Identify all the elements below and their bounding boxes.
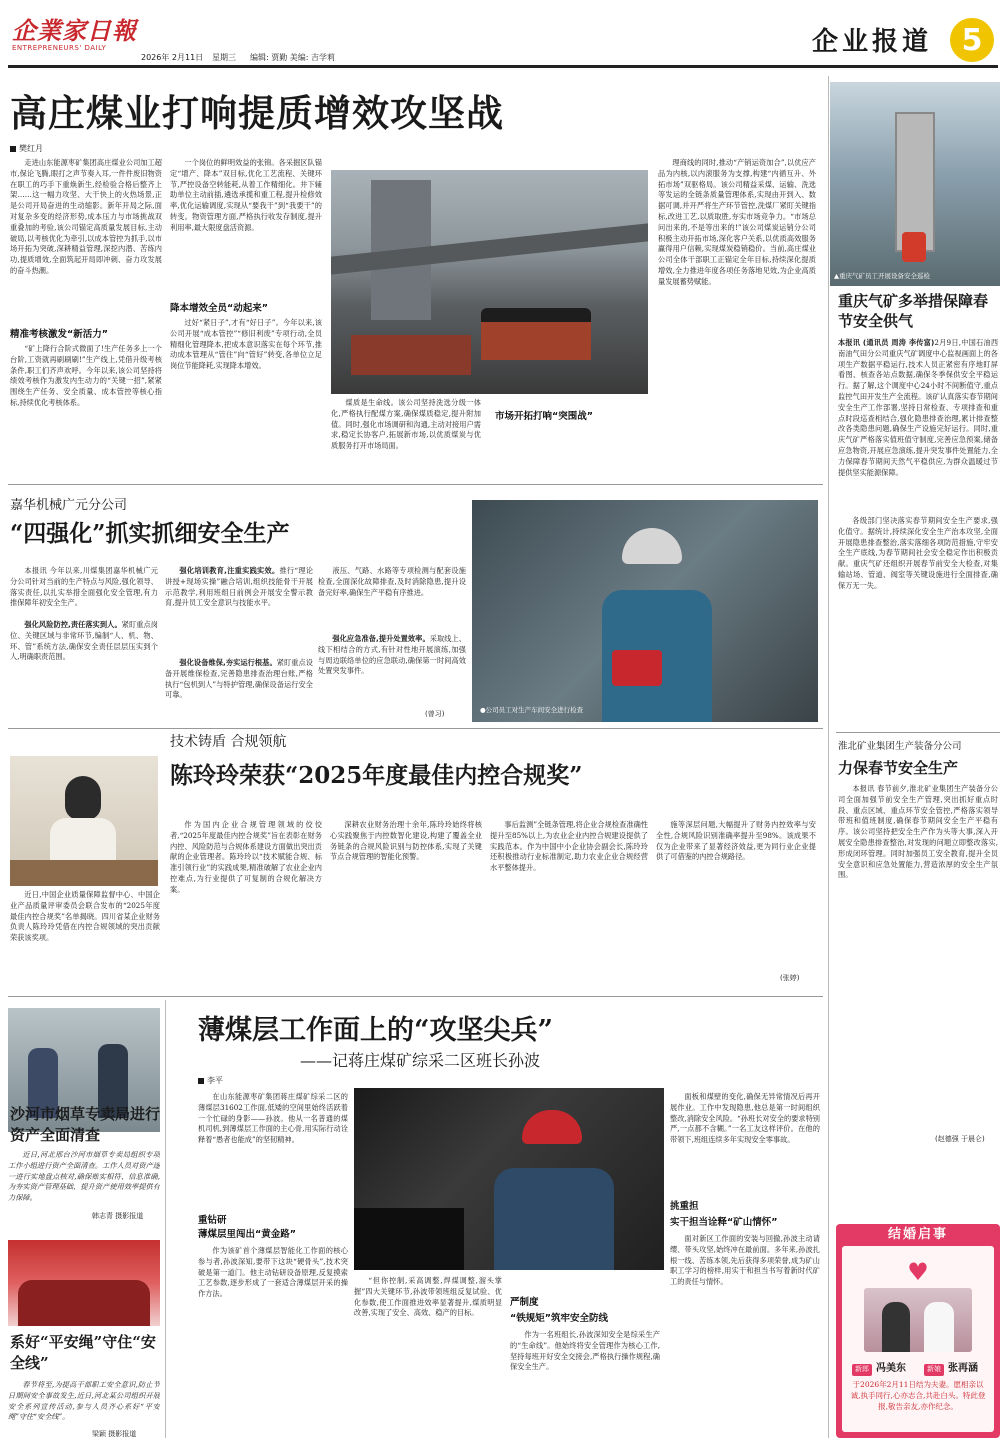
sidebar-top-headline: 重庆气矿多举措保障春节安全供气 xyxy=(838,292,989,330)
tower-shape xyxy=(895,112,935,252)
story2-column-2b: 强化设备维保,夯实运行根基。紧盯重点设备开展维保检查,完善隐患排查治理台账,严格执行“包机到人”与特护管理,确保设备运行安全可靠。 xyxy=(165,658,313,700)
sidebar-shahe-text: 近日,河北邢台沙河市烟草专卖局组织专项工作小组进行资产全面清查。工作人员对资产逐一进行实地盘点核对,确保账实相符、信息准确,为夯实资产管理基础、提升资产使用效率提供有力保障。 xyxy=(8,1150,160,1203)
sidebar-safety-text: 春节将至,为提高干部职工安全意识,防止节日期间安全事故发生,近日,河北某公司组织开展安全系列宣传活动,参与人员齐心系好“平安绳”守住“安全线”。 xyxy=(8,1380,160,1422)
sidebar-shahe-author: 韩志青 摄影报道 xyxy=(92,1212,144,1220)
story1-column-1b: “矿上降行合阶式微面了!生产任务多上一个台阶,工资就再刷刷刷!”生产线上,凭借升级考核条件,职工们齐声欢呼。今年以来,该公司坚持将绩效考核作为激发内生动力的“关键一招”,紧紧围绕生产任务、安全质量、成本管控等核心指标,持续优化考核体系。 xyxy=(10,344,162,407)
sidebar-huaibei-author: (赵德强 于晨仑) xyxy=(935,1135,985,1143)
helmet-shape xyxy=(622,528,682,564)
story3-photo-caption: 近日,中国企业质量保障监督中心、中国企业产品质量评审委员会联合发布的“2025年度最佳内控合规奖”名单揭晓。四川省某企业财务负责人陈玲玲凭借在内控合规领域的突出贡献荣获该奖项。 xyxy=(10,890,160,943)
group-figures xyxy=(18,1280,150,1326)
safety-rope-photo xyxy=(8,1240,160,1326)
worker-inspection-photo xyxy=(472,500,818,722)
sidebar-top-text: 本报讯 (通讯员 周涛 李传富)2月9日,中国石油西南油气田分公司重庆气矿调度中心监视画面上的各项生产数据平稳运行,技术人员正紧密有序地盯屏看图、核查各站点数据,确保冬季保供安全平稳运行。据了解,这个调度中心24小时不间断值守,重点监控气田开发生产全流程。该矿认真落实春节期间安全生产工作部署,坚持日常检查、专项排查和重点时段巡查相结合,强化隐患排查治理,累计排查整改各类隐患问题,确保生产设施完好运行。同时,重庆气矿严格落实值班值守制度,完善应急预案,储备应急物资,开展应急演练,提升突发事件处置能力,全力保障春节期间天然气平稳供应,为群众温暖过节提供坚实能源保障。 xyxy=(838,338,998,477)
story1-subhead-1: 精准考核激发“新活力” xyxy=(10,329,108,340)
story4-column-3b: 面对新区工作面的安装与回撤,孙波主动请缨、带头攻坚,始终冲在最前面。多年来,孙波扎根一线、苦练本领,先后获得多项荣誉,成为矿山职工学习的榜样,用实干和担当书写着新时代矿工的责任与情怀。 xyxy=(670,1234,820,1287)
story2-kicker: 嘉华机械广元分公司 xyxy=(10,498,128,513)
story2-column-3: 液压、气路、水路等专项检测与配套设施检查,全面深化故障排查,及时消除隐患,提升设备完好率,确保生产平稳有序推进。 xyxy=(318,566,466,597)
section-title: 企业报道 xyxy=(812,27,933,57)
sidebar-shahe-headline: 沙河市烟草专卖局进行资产全面清查 xyxy=(10,1105,161,1144)
story4-subhead-3b: 实干担当诠释“矿山情怀” xyxy=(670,1217,778,1228)
masthead xyxy=(0,0,1006,70)
couple-photo xyxy=(864,1288,972,1352)
story4-column-1: 在山东能源枣矿集团蒋庄煤矿综采二区的薄煤层31602工作面,低矮的空间里始终活跃着一个忙碌的身影——孙波。他从一名普通的煤机司机,到薄煤层工作面的主心骨,用实际行动诠释着“愚者也能成”的坚韧精神。 xyxy=(198,1092,348,1145)
byline-square-icon xyxy=(10,146,16,152)
issue-date: 2026年 2月11日 xyxy=(141,53,204,62)
groom-figure xyxy=(882,1302,910,1352)
sidebar-huaibei-text: 本报讯 春节前夕,淮北矿业集团生产装备分公司全面加强节前安全生产管理,突出抓好重点时段、重点区域、重点环节安全管控,严格落实领导带班和值班制度,确保春节期间安全生产平稳有序。该公司坚持把安全生产作为头等大事,深入开展安全隐患排查整治,对发现的问题立即整改落实,形成闭环管理。同时加强员工安全教育,提升全员安全意识和应急处置能力,营造浓厚的安全生产氛围。 xyxy=(838,784,998,880)
story1-subhead-2: 降本增效全员“动起来” xyxy=(170,303,268,314)
story4-subhead-1b: 薄煤层里闯出“黄金路” xyxy=(198,1229,296,1240)
bride-figure xyxy=(924,1302,954,1352)
divider-story3 xyxy=(8,996,823,997)
sidebar-safety-author: 梁颖 摄影报道 xyxy=(92,1430,137,1438)
story4-subhead-2b: “铁规矩”筑牢安全防线 xyxy=(510,1313,608,1324)
story2-headline: “四强化”抓实抓细安全生产 xyxy=(10,520,290,547)
story4-headline: 薄煤层工作面上的“攻坚尖兵” xyxy=(198,1015,554,1046)
wedding-text: 于2026年2月11日结为夫妻。愿相亲以诚,执手同行,心亦志合,共赴白头。特此登报,敬告亲友,亦作纪念。 xyxy=(850,1380,986,1411)
groom-label: 新郎 xyxy=(852,1364,872,1376)
sidebar-huaibei-headline: 力保春节安全生产 xyxy=(838,759,959,777)
story3-column-1: 作为国内企业合规管理领域的佼佼者,“2025年度最佳内控合规奖”旨在表彰在财务内控、风险防范与合规体系建设方面做出突出贡献的企业管理者。陈玲玲以“技术赋能合规、标准引领行业”的实践成果,精准破解了农业企业内控难点,为行业提供了可复制的合规化解决方案。 xyxy=(170,820,322,894)
bride-label: 新娘 xyxy=(924,1364,944,1376)
divider-sidebar xyxy=(836,732,1000,733)
column-rule-left xyxy=(165,1000,166,1438)
story1-headline: 高庄煤业打响提质增效攻坚战 xyxy=(10,91,504,135)
divider-story1 xyxy=(8,484,823,485)
story1-column-4: 理商线的同时,推动“产销运资加合”,以优应产品为内核,以内滚服务为支撑,构建“内循互升、外拓市场”双驱格局。该公司精益采煤、运输、洗选等发运的全链条质量管理体系,实现由开到入、数据可调,并开严将生产环节管控,洗煤厂紧盯关键指标,改进工艺,以质取胜,夯实市场竞争力。“市场总问出来的,不是等出来的!”该公司煤炭运销分公司积极主动开拓市场,深化客户关系,以优质高效服务赢得用户信赖,实现煤炭稳销稳价。当前,高庄煤业公司全体干部职工正锚定全年目标,持续深化提质增效,全力推进年度各项任务落地见效,为企业高质量发展蓄势赋能。 xyxy=(658,158,816,286)
story2-column-3b: 强化应急准备,提升处置效率。采取线上、线下相结合的方式,有针对性地开展演练,加强与周边联络单位的应急联动,确保第一时间高效处置突发事件。 xyxy=(318,634,466,676)
story4-subhead-3: 挑重担 xyxy=(670,1201,699,1212)
newspaper-logo-en: ENTREPRENEURS' DAILY xyxy=(12,44,107,52)
story3-headline: 陈玲玲荣获“2025年度最佳内控合规奖” xyxy=(170,762,583,789)
masthead-rule xyxy=(8,65,998,68)
sidebar-safety-headline: 系好“平安绳”守住“安全线” xyxy=(10,1333,156,1372)
coal-car-1 xyxy=(481,320,591,360)
story1-column-2b: 过好“紧日子”,才有“好日子”。今年以来,该公司开展“成本管控”“修旧利废”专项行动,全员精细化管理降本,把成本意识落实在每个环节,推动成本管理从“管住”向“管好”转变,各单位立足岗位节能降耗,实现降本增效。 xyxy=(170,318,322,371)
bride-name: 张再涵 xyxy=(948,1363,978,1374)
story4-subhead-2: 严制度 xyxy=(510,1297,539,1308)
miner-body xyxy=(494,1168,614,1270)
story1-byline: 樊红月 xyxy=(10,143,43,154)
coal-car-2 xyxy=(351,335,471,375)
coal-load xyxy=(481,308,591,322)
worker-photo-caption: ●公司员工对生产车间安全进行检查 xyxy=(480,706,584,714)
story3-author: (张婷) xyxy=(780,974,800,982)
story3-column-3: 事后监测”全链条管理,将企业合规检查准确性提升至85%以上,为农业企业内控合规建设提供了实践范本。作为中国中小企业协会副会长,陈玲玲还积极推动行业标准制定,助力农业企业合规经营水平整体提升。 xyxy=(490,820,648,873)
story1-column-1: 走进山东能源枣矿集团高庄煤业公司加工超市,保论飞腾,眼打之声节奏入耳,一件件废旧物资在职工的巧手下重焕新生,经检验合格后整齐上架……这一幅力攻坚、大干快上的火热场景,正是公司开局奋进的生动缩影。新年开局之际,面对复杂多变的经济形势,成本压力与市场挑战双重叠加的考验,该公司锚定高质量发展目标,主动破局,以考核优化为牵引,以成本管控为抓手,以市场开拓为突破,深耕精益管理,深挖内潜、苦练内功,提质增效,全面筑起开局即冲刺、奋力攻发展的奋斗热潮。 xyxy=(10,158,162,275)
story2-author: (曾习) xyxy=(425,710,445,718)
story3-column-4: 施等深层问题,大幅提升了财务内控效率与安全性,合规风险识别准确率提升至98%。该成果不仅为企业带来了显著经济效益,更为同行业企业提供了可借鉴的内控合规路径。 xyxy=(656,820,816,862)
issue-editors: 编辑: 贾勤 美编: 吉学莉 xyxy=(250,53,336,62)
gas-plant-photo xyxy=(830,82,1000,286)
story4-column-2: “但你控制,采高调整,焊煤调整,溜头掌握”四大关键环节,孙波带领班组反复试验、优化参数,使工作面推进效率显著提升,煤质明显改善,实现了安全、高效、稳产的目标。 xyxy=(354,1276,502,1318)
story4-subhead: ——记蒋庄煤矿综采二区班长孙波 xyxy=(300,1051,541,1070)
groom-name: 冯美东 xyxy=(876,1363,906,1374)
miner-photo xyxy=(354,1088,664,1270)
newspaper-logo: 企業家日報 xyxy=(12,16,137,45)
divider-story2 xyxy=(8,728,823,729)
story2-column-2: 强化培训教育,注重实践实效。推行“理论讲授+现场实操”融合培训,组织技能骨干开展示范教学,利用班组日前例会开展安全警示教育,提升员工安全意识与技能水平。 xyxy=(165,566,313,608)
story1-column-2: 一个岗位的鲜明效益的张锦。各采掘区队锚定“增产、降本”双目标,优化工艺流程、关键环节,严控设备空转能耗,从着工作精细化。井下辅助单位主动前插,遴选承揽和重工程,提升检修效率,优化运输调度,实现从“要我干”到“我要干”的转变。物资管理方面,严格执行收发存制度,提升利用率,最大限度盘活资源。 xyxy=(170,158,322,232)
story1-column-3: 煤质是生命线。该公司坚持洗选分级一体化,严格执行配煤方案,确保煤质稳定,提升附加值。同时,强化市场调研和沟通,主动对接用户需求,稳定长协客户,拓展新市场,以优质煤炭与优质服务打开市场局面。 xyxy=(331,398,481,451)
issue-weekday: 星期三 xyxy=(212,53,236,62)
byline-square-icon xyxy=(198,1078,204,1084)
story3-column-2: 深耕农业财务治理十余年,陈玲玲始终将核心实践聚焦于内控数智化建设,构建了覆盖全业务链条的合规风险识别与防控体系,实现了关键节点合规管理的智能化预警。 xyxy=(330,820,482,862)
column-rule-right xyxy=(828,76,829,1438)
story4-byline: 李平 xyxy=(198,1075,223,1086)
sidebar-huaibei-kicker: 淮北矿业集团生产装备分公司 xyxy=(838,741,962,752)
page-number: 5 xyxy=(961,23,983,58)
sidebar-mid-text: 各级部门坚决落实春节期间安全生产要求,强化值守。据统计,持续深化安全生产治本攻坚,全面开展隐患排查整治,落实落细各项防范措施,守牢安全生产底线,为春节期间社会安全稳定作出积极贡献。重庆气矿还组织开展春节前安全大检查,对集输站场、管道、阀室等关键设施进行全面排查,确保万无一失。 xyxy=(838,516,998,590)
story2-column-1: 本报讯 今年以来,川煤集团嘉华机械广元分公司针对当前的生产特点与风险,强化领导、落实责任,以扎实举措全面强化安全管理,有力推保障年初安全生产。 xyxy=(10,566,158,608)
wedding-notice xyxy=(836,1224,1000,1438)
armband-shape xyxy=(612,650,662,686)
coal-train-photo xyxy=(331,170,648,394)
story4-subhead-1: 重钻研 xyxy=(198,1215,227,1226)
heart-icon: ♥ xyxy=(907,1258,929,1286)
worker-red-jacket xyxy=(902,232,926,262)
gas-photo-caption: ▲重庆气矿员工开展设备安全巡检 xyxy=(834,272,930,280)
coal-face xyxy=(354,1208,464,1270)
chen-lingling-photo xyxy=(10,756,158,886)
story4-column-1b: 作为该矿首个薄煤层智能化工作面的核心参与者,孙波深知,要带下这块“硬骨头”,技术突破是第一道门。他主动钻研设备原理,反复摸索工艺参数,逐步形成了一套适合薄煤层开采的操作方法。 xyxy=(198,1246,348,1299)
story4-column-3: 面板和煤壁的变化,确保无异常情况后再开展作业。工作中发现隐患,他总是第一时间组织整改,消除安全风险。“孙班长对安全的要求特别严,一点都不含糊。”一名工友这样评价。在他的带领下,班组连续多年实现安全零事故。 xyxy=(670,1092,820,1145)
story2-column-1b: 强化风险防控,责任落实到人。紧盯重点岗位、关键区域与非常环节,编制“人、机、物、环、管”系统方法,确保安全责任层层压实到个人,明确职责范围。 xyxy=(10,620,158,662)
story1-subhead-3: 市场开拓打响“突围战” xyxy=(495,411,593,422)
desk-shape xyxy=(10,860,158,886)
miner-helmet xyxy=(522,1110,582,1144)
story4-column-2b: 作为一名班组长,孙波深知安全是综采生产的“生命线”。他始终将安全管理作为核心工作,坚持每班开好安全交接会,严格执行操作规程,确保安全生产。 xyxy=(510,1330,660,1372)
wedding-title: 结婚启事 xyxy=(887,1227,948,1242)
portrait-head xyxy=(65,776,101,820)
story3-kicker: 技术铸盾 合规领航 xyxy=(170,734,287,750)
